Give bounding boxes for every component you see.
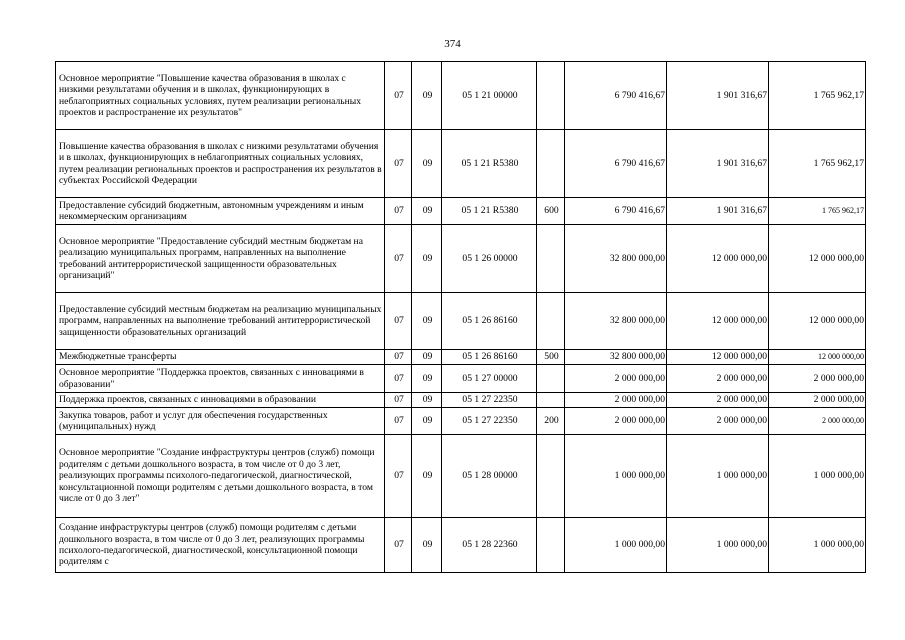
amount-year-2: 1 000 000,00 [667,518,769,573]
amount-year-2: 1 901 316,67 [667,130,769,198]
amount-year-1: 1 000 000,00 [565,518,667,573]
row-name: Основное мероприятие "Создание инфраструктуры центров (служб) помощи родителям с детьми дошкольного возраста, в том числе от 0 до 3 лет, реализующих программы психолого-педагогической, диагностической, консультационной помощи родителям с детьми дошкольного возраста, в том числе от 0 до 3 лет" [56,435,385,518]
row-name: Предоставление субсидий местным бюджетам на реализацию муниципальных программ, направленных на выполнение требований антитеррористической защищенности образовательных организаций [56,293,385,350]
subsection-code: 09 [412,225,442,293]
amount-year-3: 12 000 000,00 [769,293,866,350]
amount-year-3: 2 000 000,00 [769,393,866,408]
target-article-code: 05 1 21 00000 [442,62,537,130]
subsection-code: 09 [412,365,442,393]
table-row [56,62,866,130]
subsection-code: 09 [412,393,442,408]
expense-type-code [537,130,565,198]
section-code: 07 [385,435,412,518]
amount-year-3: 12 000 000,00 [769,225,866,293]
expense-type-code [537,225,565,293]
amount-year-3: 1 765 962,17 [769,130,866,198]
subsection-code: 09 [412,408,442,435]
amount-year-2: 12 000 000,00 [667,225,769,293]
row-name: Основное мероприятие "Поддержка проектов, связанных с инновациями в образовании" [56,365,385,393]
row-name: Поддержка проектов, связанных с инновациями в образовании [56,393,385,408]
expense-type-code [537,518,565,573]
table-row [56,130,866,198]
amount-year-3: 1 765 962,17 [769,198,866,225]
target-article-code: 05 1 21 R5380 [442,198,537,225]
amount-year-1: 32 800 000,00 [565,350,667,365]
amount-year-2: 12 000 000,00 [667,350,769,365]
amount-year-3: 12 000 000,00 [769,350,866,365]
amount-year-2: 2 000 000,00 [667,393,769,408]
amount-year-2: 12 000 000,00 [667,293,769,350]
table-row [56,408,866,435]
section-code: 07 [385,365,412,393]
amount-year-1: 2 000 000,00 [565,365,667,393]
table-row [56,225,866,293]
section-code: 07 [385,350,412,365]
table-row [56,293,866,350]
target-article-code: 05 1 28 00000 [442,435,537,518]
subsection-code: 09 [412,130,442,198]
amount-year-3: 1 000 000,00 [769,518,866,573]
amount-year-2: 2 000 000,00 [667,365,769,393]
expense-type-code [537,62,565,130]
section-code: 07 [385,62,412,130]
section-code: 07 [385,293,412,350]
amount-year-3: 2 000 000,00 [769,365,866,393]
expense-type-code [537,393,565,408]
expense-type-code [537,293,565,350]
expense-type-code [537,365,565,393]
target-article-code: 05 1 27 00000 [442,365,537,393]
page-number: 374 [444,38,461,50]
amount-year-2: 1 000 000,00 [667,435,769,518]
target-article-code: 05 1 21 R5380 [442,130,537,198]
section-code: 07 [385,393,412,408]
amount-year-1: 32 800 000,00 [565,225,667,293]
target-article-code: 05 1 26 00000 [442,225,537,293]
row-name: Предоставление субсидий бюджетным, автономным учреждениям и иным некоммерческим организациям [56,198,385,225]
amount-year-1: 1 000 000,00 [565,435,667,518]
table-body [56,62,866,573]
row-name: Основное мероприятие "Повышение качества образования в школах с низкими результатами обучения и в школах, функционирующих в неблагоприятных социальных условиях, путем реализации региональных проектов и распространение их результатов" [56,62,385,130]
amount-year-2: 2 000 000,00 [667,408,769,435]
amount-year-1: 6 790 416,67 [565,198,667,225]
row-name: Создание инфраструктуры центров (служб) помощи родителям с детьми дошкольного возраста, в том числе от 0 до 3 лет, реализующих программы психолого-педагогической, диагностической, консультационной помощи родителям с [56,518,385,573]
expense-type-code: 600 [537,198,565,225]
amount-year-3: 1 765 962,17 [769,62,866,130]
amount-year-3: 2 000 000,00 [769,408,866,435]
amount-year-2: 1 901 316,67 [667,62,769,130]
amount-year-1: 32 800 000,00 [565,293,667,350]
budget-table [55,61,866,573]
amount-year-1: 2 000 000,00 [565,393,667,408]
subsection-code: 09 [412,350,442,365]
row-name: Межбюджетные трансферты [56,350,385,365]
subsection-code: 09 [412,62,442,130]
subsection-code: 09 [412,293,442,350]
amount-year-2: 1 901 316,67 [667,198,769,225]
section-code: 07 [385,518,412,573]
subsection-code: 09 [412,518,442,573]
amount-year-1: 6 790 416,67 [565,62,667,130]
table-row [56,198,866,225]
target-article-code: 05 1 27 22350 [442,408,537,435]
table-row [56,393,866,408]
target-article-code: 05 1 27 22350 [442,393,537,408]
section-code: 07 [385,198,412,225]
table-row [56,365,866,393]
subsection-code: 09 [412,435,442,518]
amount-year-3: 1 000 000,00 [769,435,866,518]
expense-type-code: 500 [537,350,565,365]
expense-type-code [537,435,565,518]
target-article-code: 05 1 28 22360 [442,518,537,573]
section-code: 07 [385,225,412,293]
row-name: Основное мероприятие "Предоставление субсидий местным бюджетам на реализацию муниципальных программ, направленных на выполнение требований антитеррористической защищенности образовательных организаций" [56,225,385,293]
target-article-code: 05 1 26 86160 [442,350,537,365]
expense-type-code: 200 [537,408,565,435]
row-name: Повышение качества образования в школах с низкими результатами обучения и в школах, функционирующих в неблагоприятных социальных условиях, путем реализации региональных проектов и распространения их результатов в субъектах Российской Федерации [56,130,385,198]
section-code: 07 [385,408,412,435]
subsection-code: 09 [412,198,442,225]
table-row [56,350,866,365]
amount-year-1: 6 790 416,67 [565,130,667,198]
table-row [56,518,866,573]
amount-year-1: 2 000 000,00 [565,408,667,435]
section-code: 07 [385,130,412,198]
table-row [56,435,866,518]
target-article-code: 05 1 26 86160 [442,293,537,350]
row-name: Закупка товаров, работ и услуг для обеспечения государственных (муниципальных) нужд [56,408,385,435]
